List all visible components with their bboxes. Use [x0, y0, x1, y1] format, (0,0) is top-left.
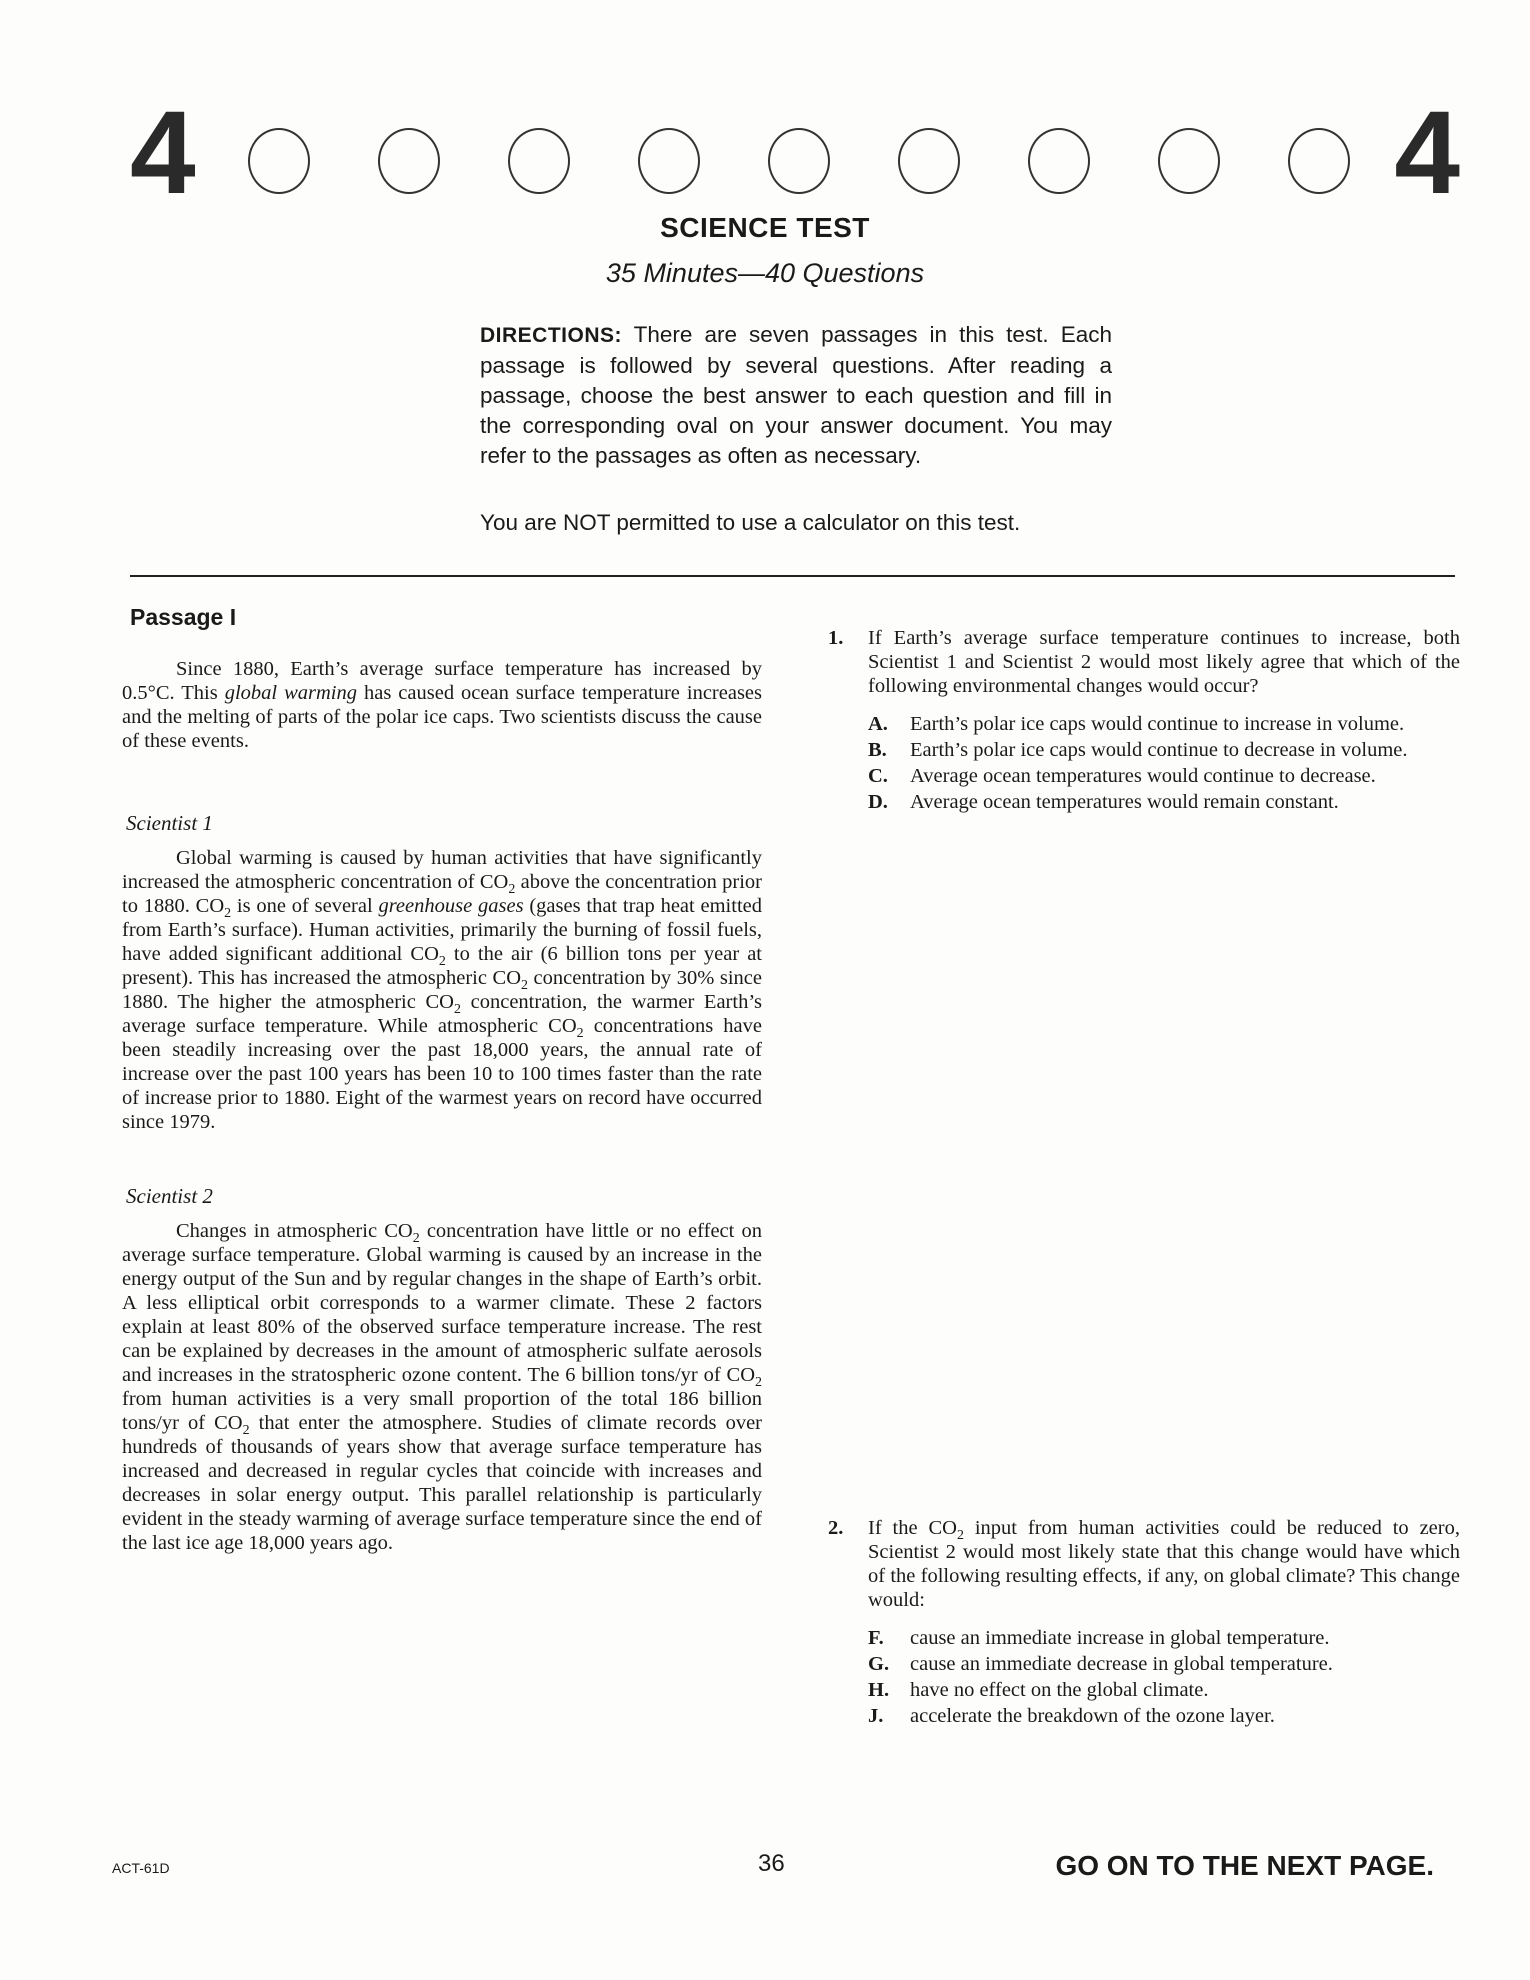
answer-option-a[interactable] [828, 712, 1460, 736]
page-number: 36 [758, 1850, 785, 1877]
decorative-oval [248, 128, 310, 194]
s2-text: that enter the atmosphere. Studies of climate records over hundreds of thousands of years show that average surface temperature has increased and decreased in regular cycles that coincide with increases and decreases in solar energy output. This parallel relationship is particularly evident in the steady warming of average surface temperature since the end of the last ice age 18,000 years ago. [122, 1412, 763, 1554]
answer-option-j[interactable] [828, 1704, 1460, 1728]
answer-option-c[interactable] [828, 764, 1460, 788]
question-stem [828, 1516, 1460, 1612]
subscript: 2 [454, 1002, 461, 1018]
option-letter: B. [868, 739, 887, 761]
subscript: 2 [438, 954, 446, 970]
answer-option-d[interactable] [828, 790, 1460, 814]
option-letter: J. [868, 1705, 884, 1727]
s2-text: concentration have little or no effect on average surface temperature. Global warming is caused by an increase in the energy output of the Sun and by regular changes in the shape of Earth’s orbit. A less elliptical orbit corresponds to a warmer climate. These 2 factors explain at least 80% of the observed surface temperature increase. The rest can be explained by decreases in the amount of atmospheric sulfate aerosols and increases in the stratospheric ozone content. The 6 billion tons/yr of CO [122, 1220, 762, 1386]
option-text: Average ocean temperatures would continue to decrease. [910, 765, 1376, 787]
question-2 [828, 1516, 1460, 1730]
option-letter: H. [868, 1679, 890, 1701]
scientist1-paragraph [122, 846, 762, 1134]
intro-text: Since 1880, Earth’s average surface temperature has increased by 0.5°C. This [122, 658, 762, 704]
option-text: have no effect on the global climate. [910, 1679, 1209, 1701]
s1-text: to the air (6 billion tons per year at present). This has increased the atmospheric CO [122, 943, 763, 989]
s1-text: (gases that trap heat emitted from Earth’s surface). Human activities, primarily the burning of fossil fuels, have added significant additional CO [122, 895, 762, 965]
subscript: 2 [224, 906, 232, 922]
option-text: cause an immediate decrease in global temperature. [910, 1653, 1333, 1675]
form-code: ACT-61D [112, 1860, 170, 1876]
answer-option-f[interactable] [828, 1626, 1460, 1650]
s1-text: Global warming is caused by human activities that have significantly increased the atmospheric concentration of CO [122, 847, 762, 893]
option-text: Earth’s polar ice caps would continue to decrease in volume. [910, 739, 1408, 761]
passage-title: Passage I [130, 604, 237, 630]
divider-rule [130, 575, 1455, 577]
answer-options [828, 712, 1460, 814]
answer-options [828, 1626, 1460, 1728]
s1-text: concentration, the warmer Earth’s average surface temperature. While atmospheric CO [122, 991, 762, 1037]
subscript: 2 [412, 1231, 420, 1247]
scientist2-heading: Scientist 2 [126, 1184, 213, 1208]
next-page-instruction: GO ON TO THE NEXT PAGE. [1055, 1850, 1434, 1881]
s1-text: above the concentration prior to 1880. CO [122, 871, 762, 917]
scientist1-heading: Scientist 1 [126, 811, 213, 835]
decorative-oval [378, 128, 440, 194]
test-title: SCIENCE TEST [660, 212, 870, 243]
answer-option-h[interactable] [828, 1678, 1460, 1702]
s1-text: is one of several [231, 895, 379, 917]
option-letter: G. [868, 1653, 890, 1675]
test-subtitle: 35 Minutes—40 Questions [605, 258, 925, 288]
option-text: cause an immediate increase in global temperature. [910, 1627, 1330, 1649]
subscript: 2 [576, 1026, 584, 1042]
question-number: 2. [828, 1517, 844, 1539]
question-stem [828, 626, 1460, 698]
question-text: input from human activities could be reduced to zero, Scientist 2 would most likely state that this change would have which of the following resulting effects, if any, on global climate? This change would: [868, 1517, 1460, 1611]
decorative-oval [768, 128, 830, 194]
option-text: Earth’s polar ice caps would continue to increase in volume. [910, 713, 1405, 735]
decorative-oval [508, 128, 570, 194]
question-text: If Earth’s average surface temperature continues to increase, both Scientist 1 and Scientist 2 would most likely agree that which of the following environmental changes would occur? [868, 627, 1460, 697]
decorative-oval [1028, 128, 1090, 194]
decorative-oval [898, 128, 960, 194]
directions [480, 320, 1112, 471]
subscript: 2 [508, 882, 516, 898]
section-banner [130, 87, 1460, 219]
question-1 [828, 626, 1460, 816]
subscript: 2 [755, 1375, 762, 1391]
section-number-left: 4 [130, 87, 196, 219]
intro-emphasis: global warming [224, 682, 357, 704]
s1-text: concentration by 30% since 1880. The higher the atmospheric CO [122, 967, 762, 1013]
passage-column [122, 604, 762, 1555]
answer-option-g[interactable] [828, 1652, 1460, 1676]
answer-option-b[interactable] [828, 738, 1460, 762]
intro-text: has caused ocean surface temperature increases and the melting of parts of the polar ice caps. Two scientists discuss the cause of these events. [122, 682, 763, 752]
option-text: Average ocean temperatures would remain constant. [910, 791, 1339, 813]
option-letter: C. [868, 765, 888, 787]
question-number: 1. [828, 627, 844, 649]
calculator-note: You are NOT permitted to use a calculator on this test. [480, 510, 1021, 535]
subscript: 2 [956, 1528, 964, 1544]
s2-text: Changes in atmospheric CO [176, 1220, 413, 1242]
option-text: accelerate the breakdown of the ozone layer. [910, 1705, 1275, 1727]
passage-intro [122, 657, 762, 753]
decorative-oval [1158, 128, 1220, 194]
question-text: If the CO [868, 1517, 957, 1539]
decorative-oval [1288, 128, 1350, 194]
subscript: 2 [242, 1423, 250, 1439]
option-letter: D. [868, 791, 888, 813]
directions-text: There are seven passages in this test. Each passage is followed by several questions. After reading a passage, choose the best answer to each question and fill in the corresponding oval on your answer document. You may refer to the passages as often as necessary. [480, 322, 1112, 468]
s1-text: concentrations have been steadily increasing over the past 18,000 years, the annual rate of increase over the past 100 years has been 10 to 100 times faster than the rate of increase prior to 1880. Eight of the warmest years on record have occurred since 1979. [122, 1015, 763, 1133]
subscript: 2 [521, 978, 528, 994]
scientist2-paragraph [122, 1219, 762, 1555]
section-number-right: 4 [1394, 87, 1460, 219]
option-letter: F. [868, 1627, 884, 1649]
decorative-oval [638, 128, 700, 194]
option-letter: A. [868, 713, 888, 735]
directions-label: DIRECTIONS: [480, 324, 622, 347]
s1-emphasis: greenhouse gases [378, 895, 524, 917]
s2-text: from human activities is a very small proportion of the total 186 billion tons/yr of CO [122, 1388, 762, 1434]
